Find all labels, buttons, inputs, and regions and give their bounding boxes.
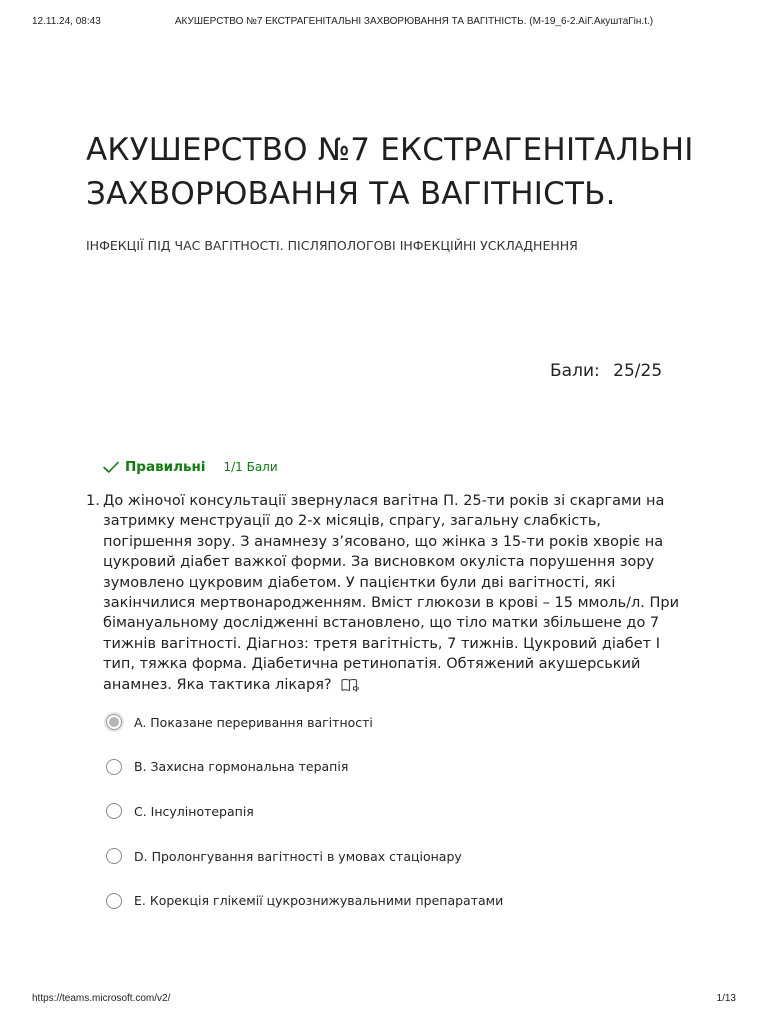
answer-option[interactable]	[106, 799, 606, 823]
answer-option-label: A. Показане переривання вагітності	[134, 714, 373, 730]
answer-option[interactable]	[106, 844, 606, 868]
result-points: 1/1 Бали	[223, 460, 278, 474]
score-display	[550, 361, 662, 381]
answer-option-label: E. Корекція глікемії цукрознижувальними препаратами	[134, 893, 504, 909]
form-title: АКУШЕРСТВО №7 ЕКСТРАГЕНІТАЛЬНІ ЗАХВОРЮВАННЯ ТА ВАГІТНІСТЬ.	[86, 132, 694, 212]
answer-option[interactable]	[106, 710, 606, 734]
radio-button[interactable]	[106, 803, 122, 819]
answer-options	[106, 710, 606, 933]
radio-button[interactable]	[106, 893, 122, 909]
radio-button[interactable]	[106, 848, 122, 864]
radio-button[interactable]	[106, 759, 122, 775]
question-text-body: До жіночої консультації звернулася вагітна П. 25-ти років зі скаргами на затримку менструації до 2-х місяців, спрагу, загальну слабкість, погіршення зору. З анамнезу з’ясовано, що жінка з 15-ти років хворіє на цукровий діабет важкої форми. За висновком окуліста порушення зору зумовлено цукровим діабетом. У пацієнтки були дві вагітності, які закінчилися мертвонародженням. Вміст глюкози в крові – 15 ммоль/л. При бімануальному дослідженні встановлено, що тіло матки збільшене до 7 тижнів вагітності. Діагноз: третя вагітність, 7 тижнів. Цукровий діабет І тип, тяжка форма. Діабетична ретинопатія. Обтяжений акушерський анамнез. Яка тактика лікаря?	[103, 493, 680, 693]
radio-button-selected[interactable]	[106, 714, 122, 730]
immersive-reader-icon[interactable]	[340, 677, 360, 693]
answer-option-label: C. Інсулінотерапія	[134, 803, 254, 819]
answer-option[interactable]	[106, 755, 606, 779]
form-subtitle: ІНФЕКЦІЇ ПІД ЧАС ВАГІТНОСТІ. ПІСЛЯПОЛОГОВІ ІНФЕКЦІЙНІ УСКЛАДНЕННЯ	[86, 238, 578, 253]
result-status: Правильні	[125, 459, 206, 475]
question-result	[102, 458, 278, 476]
print-document-title: АКУШЕРСТВО №7 ЕКСТРАГЕНІТАЛЬНІ ЗАХВОРЮВАННЯ ТА ВАГІТНІСТЬ. (М-19_6-2.АіГ.АкуштаГін.t.)	[174, 16, 654, 27]
question-number: 1.	[86, 493, 100, 509]
print-url: https://teams.microsoft.com/v2/	[32, 993, 171, 1004]
answer-option[interactable]	[106, 889, 606, 913]
answer-option-label: B. Захисна гормональна терапія	[134, 759, 349, 775]
print-date: 12.11.24, 08:43	[32, 16, 101, 27]
check-icon	[102, 458, 120, 476]
score-value: 25/25	[613, 361, 663, 381]
answer-option-label: D. Пролонгування вагітності в умовах стаціонару	[134, 848, 462, 864]
score-label: Бали:	[550, 361, 600, 381]
question-text	[103, 491, 683, 695]
page-number: 1/13	[716, 993, 736, 1004]
